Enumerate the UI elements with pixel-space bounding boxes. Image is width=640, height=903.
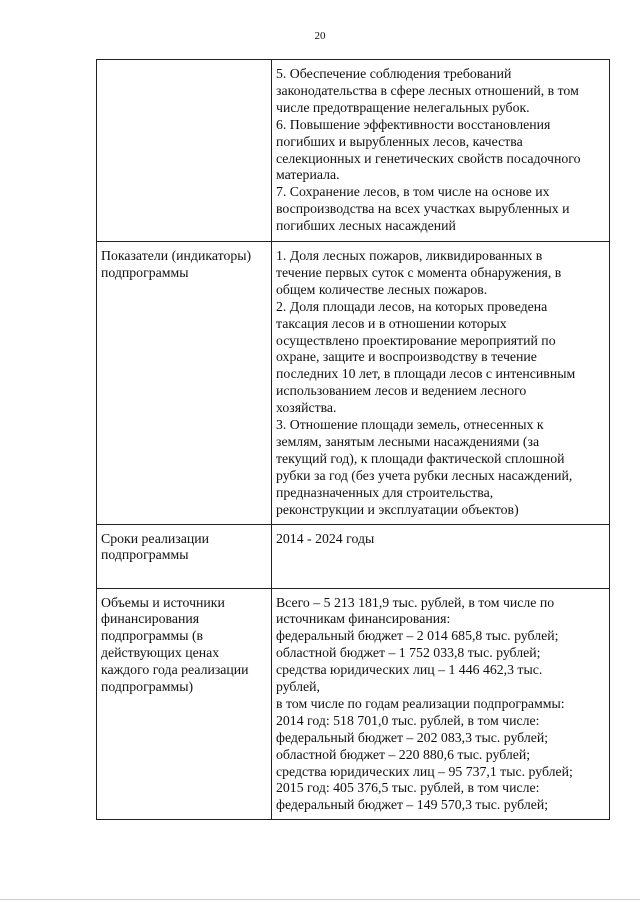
text-line: законодательства в сфере лесных отношений, в том — [276, 82, 579, 98]
subprogram-passport-table — [96, 59, 610, 820]
paragraph — [276, 417, 606, 518]
page-number: 20 — [314, 30, 326, 42]
text-line: осуществлено проектирование мероприятий по — [276, 332, 556, 348]
text-line: использованием лесов и ведением лесного — [276, 383, 527, 399]
row-label-timeline — [97, 524, 272, 588]
text-line: реконструкции и эксплуатации объектов) — [276, 501, 519, 517]
row-label-tasks — [97, 60, 272, 242]
text-line: селекционных и генетических свойств посадочного — [276, 150, 581, 166]
text-line: 2015 год: 405 376,5 тыс. рублей, в том числе: — [276, 780, 540, 796]
label-line: действующих ценах — [101, 645, 220, 661]
text-line: воспроизводства на всех участках вырубленных и — [276, 201, 570, 217]
paragraph — [276, 66, 606, 117]
paragraph — [276, 117, 606, 185]
text-line: 3. Отношение площади земель, отнесенных к — [276, 417, 544, 433]
text-line: 2014 - 2024 годы — [276, 530, 375, 546]
label-line: финансирования — [101, 611, 200, 627]
text-line: средства юридических лиц – 95 737,1 тыс. рублей; — [276, 763, 573, 779]
table-row-indicators — [97, 242, 610, 525]
text-line: рублей, — [276, 679, 320, 695]
text-line: 1. Доля лесных пожаров, ликвидированных в — [276, 248, 543, 263]
label-line: подпрограммы (в — [101, 628, 204, 644]
text-line: погибших лесных насаждений — [276, 218, 456, 234]
text-line: источникам финансирования: — [276, 611, 451, 627]
text-line: погибших и вырубленных лесов, качества — [276, 133, 523, 149]
text-line: предназначенных для строительства, — [276, 484, 494, 500]
text-line: числе предотвращение нелегальных рубок. — [276, 99, 530, 115]
paragraph — [276, 248, 606, 299]
page-bottom-edge — [0, 899, 640, 900]
text-line: Всего – 5 213 181,9 тыс. рублей, в том числе по — [276, 594, 555, 610]
label-line: Объемы и источники — [101, 594, 225, 610]
row-value-tasks — [272, 60, 610, 242]
paragraph — [276, 184, 606, 235]
row-label-indicators — [97, 242, 272, 525]
text-line: 6. Повышение эффективности восстановления — [276, 116, 551, 132]
label-line: Показатели (индикаторы) — [101, 248, 252, 263]
label-line: подпрограммы — [101, 264, 189, 280]
text-line: средства юридических лиц – 1 446 462,3 тыс. — [276, 662, 543, 678]
text-line: общем количестве лесных пожаров. — [276, 281, 488, 297]
label-line: каждого года реализации — [101, 662, 249, 678]
label-line: Сроки реализации — [101, 530, 209, 546]
row-value-timeline — [272, 524, 610, 588]
table-row-financing — [97, 588, 610, 820]
text-line: таксация лесов и в отношении которых — [276, 315, 507, 331]
text-line: 2. Доля площади лесов, на которых проведена — [276, 298, 548, 314]
table-row-tasks — [97, 60, 610, 242]
text-line: федеральный бюджет – 149 570,3 тыс. рублей; — [276, 797, 549, 813]
text-line: 7. Сохранение лесов, в том числе на основе их — [276, 184, 550, 200]
text-line: в том числе по годам реализации подпрограммы: — [276, 695, 565, 711]
text-line: землям, занятым лесными насаждениями (за — [276, 433, 540, 449]
table-row-timeline — [97, 524, 610, 588]
text-line: областной бюджет – 220 880,6 тыс. рублей; — [276, 746, 531, 762]
text-line: федеральный бюджет – 202 083,3 тыс. рублей; — [276, 729, 549, 745]
row-value-indicators — [272, 242, 610, 525]
text-line: течение первых суток с момента обнаружения, в — [276, 264, 562, 280]
text-line: 5. Обеспечение соблюдения требований — [276, 66, 512, 81]
text-line: материала. — [276, 167, 340, 183]
text-line: областной бюджет – 1 752 033,8 тыс. рублей; — [276, 645, 541, 661]
text-line: текущий год), к площади фактической сплошной — [276, 450, 565, 466]
text-line: рубки за год (без учета рубки лесных насаждений, — [276, 467, 573, 483]
label-line: подпрограммы — [101, 547, 189, 563]
label-line: подпрограммы) — [101, 679, 194, 695]
paragraph — [276, 299, 606, 417]
text-line: последних 10 лет, в площади лесов с интенсивным — [276, 366, 576, 382]
text-line: федеральный бюджет – 2 014 685,8 тыс. рублей; — [276, 628, 559, 644]
text-line: охране, защите и воспроизводству в течение — [276, 349, 537, 365]
row-label-financing — [97, 588, 272, 820]
text-line: хозяйства. — [276, 400, 337, 416]
row-value-financing — [272, 588, 610, 820]
text-line: 2014 год: 518 701,0 тыс. рублей, в том числе: — [276, 712, 540, 728]
